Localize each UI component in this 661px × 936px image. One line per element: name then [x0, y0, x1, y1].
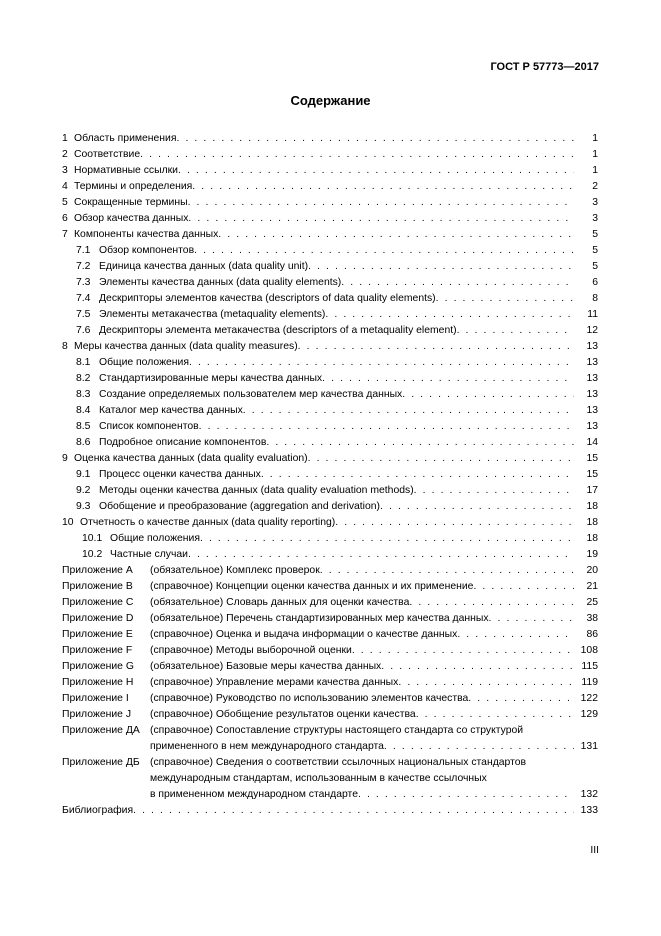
toc-page: 1	[592, 149, 598, 160]
toc-entry-10-1[interactable]	[62, 531, 598, 547]
toc-entry-3[interactable]	[62, 163, 598, 179]
toc-number: 7.2	[76, 261, 91, 272]
toc-number: 9.3	[76, 501, 91, 512]
toc-entry-1[interactable]	[62, 131, 598, 147]
toc-entry-8-1[interactable]	[62, 355, 598, 371]
toc-number: 1	[62, 133, 68, 144]
toc-number: 7.4	[76, 293, 91, 304]
appendix-label: Приложение ДБ	[62, 757, 140, 768]
toc-number: 8.2	[76, 373, 91, 384]
toc-number: 10.1	[82, 533, 103, 544]
toc-page: 13	[586, 357, 598, 368]
toc-number: 10	[62, 517, 74, 528]
toc-title: Элементы метакачества (metaquality elements)	[99, 309, 326, 320]
toc-page: 14	[586, 437, 598, 448]
toc-title: Дескрипторы элементов качества (descriptors of data quality elements)	[99, 293, 436, 304]
toc-number: 8.3	[76, 389, 91, 400]
appendix-title-line2: международным стандартам, использованным в качестве ссылочных	[150, 773, 487, 784]
toc-entry-2[interactable]	[62, 147, 598, 163]
appendix-label: Приложение G	[62, 661, 134, 672]
toc-appendix-da[interactable]	[62, 723, 598, 755]
table-of-contents	[62, 131, 598, 819]
toc-page: 133	[580, 805, 598, 816]
toc-appendix-c[interactable]	[62, 595, 598, 611]
toc-page: 3	[592, 197, 598, 208]
toc-title: Каталог мер качества данных	[99, 405, 243, 416]
appendix-label: Приложение D	[62, 613, 134, 624]
toc-number: 9.1	[76, 469, 91, 480]
toc-page: 13	[586, 389, 598, 400]
toc-entry-5[interactable]	[62, 195, 598, 211]
toc-title: Единица качества данных (data quality unit)	[99, 261, 309, 272]
toc-number: 8.6	[76, 437, 91, 448]
appendix-title: (справочное) Обобщение результатов оценки качества	[150, 709, 416, 720]
toc-page: 115	[581, 661, 598, 672]
toc-appendix-h[interactable]	[62, 675, 598, 691]
toc-entry-8-5[interactable]	[62, 419, 598, 435]
toc-number: 4	[62, 181, 68, 192]
toc-appendix-j[interactable]	[62, 707, 598, 723]
appendix-title: (обязательное) Перечень стандартизированных мер качества данных	[150, 613, 489, 624]
appendix-label: Приложение ДА	[62, 725, 140, 736]
toc-appendix-b[interactable]	[62, 579, 598, 595]
appendix-label: Приложение А	[62, 565, 133, 576]
toc-page: 122	[580, 693, 598, 704]
toc-page: 119	[581, 677, 598, 688]
toc-number: 9	[62, 453, 68, 464]
appendix-label: Приложение Е	[62, 629, 133, 640]
toc-title: Отчетность о качестве данных (data quality reporting)	[80, 517, 336, 528]
toc-number: 6	[62, 213, 68, 224]
toc-number: 3	[62, 165, 68, 176]
toc-page: 5	[592, 229, 598, 240]
toc-page: 21	[586, 581, 598, 592]
toc-title: Обобщение и преобразование (aggregation and derivation)	[99, 501, 381, 512]
toc-page: 15	[586, 469, 598, 480]
toc-page: 132	[580, 789, 598, 800]
toc-page: 13	[586, 421, 598, 432]
toc-number: 8	[62, 341, 68, 352]
toc-page: 12	[586, 325, 598, 336]
toc-page: 13	[586, 405, 598, 416]
toc-page: 1	[592, 165, 598, 176]
appendix-title-line2: примененного в нем международного стандарта	[150, 741, 384, 752]
toc-page: 5	[592, 245, 598, 256]
toc-title: Сокращенные термины	[74, 197, 188, 208]
appendix-title: (справочное) Руководство по использованию элементов качества	[150, 693, 469, 704]
appendix-title: (обязательное) Базовые меры качества данных	[150, 661, 382, 672]
toc-title: Создание определяемых пользователем мер качества данных	[99, 389, 403, 400]
toc-number: 7.6	[76, 325, 91, 336]
toc-number: 5	[62, 197, 68, 208]
toc-title: Соответствие	[74, 149, 141, 160]
page-number: III	[590, 845, 599, 856]
bibliography-title: Библиография	[62, 805, 134, 816]
toc-page: 17	[586, 485, 598, 496]
toc-page: 5	[592, 261, 598, 272]
toc-page: 15	[586, 453, 598, 464]
appendix-label: Приложение Н	[62, 677, 134, 688]
toc-appendix-f[interactable]	[62, 643, 598, 659]
toc-title: Область применения	[74, 133, 177, 144]
toc-number: 8.1	[76, 357, 91, 368]
toc-entry-8-4[interactable]	[62, 403, 598, 419]
toc-title: Подробное описание компонентов	[99, 437, 267, 448]
appendix-title: (справочное) Концепции оценки качества данных и их применение	[150, 581, 474, 592]
toc-entry-7-6[interactable]	[62, 323, 598, 339]
toc-entry-8-6[interactable]	[62, 435, 598, 451]
toc-entry-8-3[interactable]	[62, 387, 598, 403]
toc-appendix-db[interactable]	[62, 755, 598, 803]
toc-entry-7-1[interactable]	[62, 243, 598, 259]
toc-number: 7	[62, 229, 68, 240]
toc-page: 129	[580, 709, 598, 720]
toc-number: 10.2	[82, 549, 103, 560]
toc-page: 1	[592, 133, 598, 144]
toc-page: 38	[586, 613, 598, 624]
toc-entry-9[interactable]	[62, 451, 598, 467]
toc-page: 131	[580, 741, 598, 752]
toc-page: 13	[586, 341, 598, 352]
toc-title: Элементы качества данных (data quality elements)	[99, 277, 342, 288]
toc-entry-7-5[interactable]	[62, 307, 598, 323]
toc-entry-4[interactable]	[62, 179, 598, 195]
toc-title: Общие положения	[99, 357, 189, 368]
appendix-label: Приложение I	[62, 693, 129, 704]
toc-page: 3	[592, 213, 598, 224]
toc-title: Дескрипторы элемента метакачества (descriptors of a metaquality element)	[99, 325, 457, 336]
toc-title: Список компонентов	[99, 421, 199, 432]
toc-entry-8-2[interactable]	[62, 371, 598, 387]
toc-page: 2	[592, 181, 598, 192]
appendix-label: Приложение В	[62, 581, 133, 592]
appendix-title: (обязательное) Словарь данных для оценки качества	[150, 597, 410, 608]
appendix-title: (справочное) Управление мерами качества данных	[150, 677, 399, 688]
toc-entry-9-3[interactable]	[62, 499, 598, 515]
toc-page: 8	[592, 293, 598, 304]
toc-number: 9.2	[76, 485, 91, 496]
toc-number: 8.4	[76, 405, 91, 416]
toc-title: Частные случаи	[110, 549, 188, 560]
toc-page: 86	[586, 629, 598, 640]
toc-appendix-i[interactable]	[62, 691, 598, 707]
toc-title: Нормативные ссылки	[74, 165, 178, 176]
toc-entry-9-1[interactable]	[62, 467, 598, 483]
toc-entry-7-2[interactable]	[62, 259, 598, 275]
toc-title: Процесс оценки качества данных	[99, 469, 261, 480]
toc-page: 108	[580, 645, 598, 656]
toc-appendix-e[interactable]	[62, 627, 598, 643]
toc-title: Компоненты качества данных	[74, 229, 219, 240]
toc-page: 20	[586, 565, 598, 576]
appendix-title: (справочное) Методы выборочной оценки	[150, 645, 352, 656]
toc-entry-10[interactable]	[62, 515, 598, 531]
appendix-title-line1: (справочное) Сведения о соответствии ссылочных национальных стандартов	[150, 757, 527, 768]
toc-title: Оценка качества данных (data quality evaluation)	[74, 453, 308, 464]
toc-bibliography[interactable]	[62, 803, 598, 819]
appendix-title: (обязательное) Комплекс проверок	[150, 565, 320, 576]
toc-title: Термины и определения	[74, 181, 193, 192]
toc-number: 8.5	[76, 421, 91, 432]
appendix-label: Приложение С	[62, 597, 134, 608]
toc-entry-9-2[interactable]	[62, 483, 598, 499]
toc-number: 7.1	[76, 245, 91, 256]
appendix-title-line1: (справочное) Сопоставление структуры настоящего стандарта со структурой	[150, 725, 524, 736]
toc-page: 18	[586, 533, 598, 544]
toc-page: 6	[592, 277, 598, 288]
toc-page: 13	[586, 373, 598, 384]
toc-entry-8[interactable]	[62, 339, 598, 355]
standard-code: ГОСТ Р 57773—2017	[490, 61, 599, 73]
toc-page: 19	[586, 549, 598, 560]
toc-number: 7.3	[76, 277, 91, 288]
toc-title: Методы оценки качества данных (data quality evaluation methods)	[99, 485, 414, 496]
toc-entry-10-2[interactable]	[62, 547, 598, 563]
toc-page: 18	[586, 517, 598, 528]
toc-title: Обзор качества данных	[74, 213, 189, 224]
toc-page: 11	[587, 309, 598, 320]
toc-title: Меры качества данных (data quality measures)	[74, 341, 298, 352]
appendix-title-line3: в примененном международном стандарте	[150, 789, 358, 800]
toc-entry-7[interactable]	[62, 227, 598, 243]
toc-number: 7.5	[76, 309, 91, 320]
toc-entry-6[interactable]	[62, 211, 598, 227]
toc-page: 25	[586, 597, 598, 608]
toc-title: Стандартизированные меры качества данных	[99, 373, 323, 384]
toc-entry-7-3[interactable]	[62, 275, 598, 291]
page-title: Содержание	[290, 93, 371, 108]
toc-number: 2	[62, 149, 68, 160]
toc-title: Обзор компонентов	[99, 245, 195, 256]
appendix-title: (справочное) Оценка и выдача информации о качестве данных	[150, 629, 458, 640]
toc-page: 18	[586, 501, 598, 512]
appendix-label: Приложение J	[62, 709, 132, 720]
toc-title: Общие положения	[110, 533, 200, 544]
toc-entry-7-4[interactable]	[62, 291, 598, 307]
appendix-label: Приложение F	[62, 645, 133, 656]
toc-appendix-g[interactable]	[62, 659, 598, 675]
toc-appendix-d[interactable]	[62, 611, 598, 627]
toc-appendix-a[interactable]	[62, 563, 598, 579]
